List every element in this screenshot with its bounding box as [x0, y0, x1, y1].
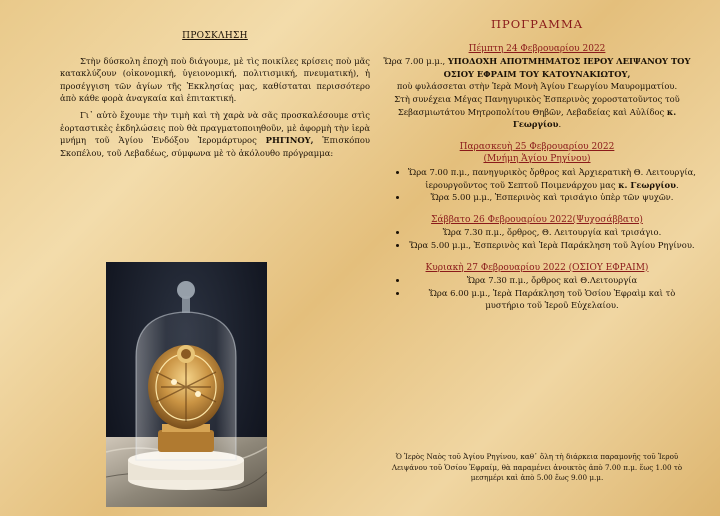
program-title: ΠΡΟΓΡΑΜΜΑ: [490, 17, 584, 31]
list-item: • Ὥρα 5.00 μ.μ., Ἑσπερινὸς καὶ τρισάγιο ὑπὲρ τῶν ψυχῶν.: [408, 191, 696, 204]
saturday-block: [378, 214, 696, 252]
paragraph-2-text: Γι᾽ αὐτὸ ἔχουμε τὴν τιμὴ καὶ τὴ χαρὰ νὰ σᾶς προσκαλέσουμε στὶς ἑορταστικὲς ἐκδηλώσεις ποὺ θὰ πραγματοποιηθοῦν, μὲ ἀφορμὴ τὴν ἱερὰ μνήμη τοῦ Ἁγίου Ἐνδόξου Ἱερομάρτυρος: [60, 109, 370, 146]
friday-date: Παρασκευὴ 25 Φεβρουαρίου 2022: [459, 141, 615, 152]
program-column: [378, 18, 696, 322]
thursday-bishop-name: κ. Γεωργίου: [512, 106, 677, 130]
sunday-list: [378, 274, 696, 312]
thursday-end: .: [558, 119, 562, 130]
saturday-date: Σάββατο 26 Φεβρουαρίου 2022(Ψυχοσάββατο): [431, 214, 643, 225]
opening-hours-note: Ὁ Ἱερὸς Ναὸς τοῦ Ἁγίου Ρηγίνου, καθ᾽ ὅλη τὴ διάρκεια παραμονῆς τοῦ Ἱεροῦ Λειψάνου τοῦ Ὁσίου Ἐφραίμ, θὰ παραμένει ἀνοικτὸς ἀπὸ 7.00 π.μ. ἕως 1.00 τὸ μεσημέρι καὶ ἀπὸ 5.00 ἕως 9.00 μ.μ.: [391, 452, 683, 482]
invitation-paragraph-2: [60, 109, 370, 159]
thursday-block: [378, 43, 696, 131]
sunday-date: Κυριακὴ 27 Φεβρουαρίου 2022 (ΟΣΙΟΥ ΕΦΡΑΙΜ): [425, 262, 649, 273]
relic-bell-jar-image: [106, 262, 267, 507]
invitation-heading: ΠΡΟΣΚΛΗΣΗ: [182, 31, 248, 41]
thursday-time: Ὥρα 7.00 μ.μ.,: [383, 56, 448, 67]
thursday-relic-reception: ΥΠΟΔΟΧΗ ΑΠΟΤΜΗΜΑΤΟΣ ΙΕΡΟΥ ΛΕΙΨΑΝΟΥ ΤΟΥ ΟΣΙΟΥ ΕΦΡΑΙΜ ΤΟΥ ΚΑΤΟΥΝΑΚΙΩΤΟΥ,: [443, 56, 691, 79]
list-item: [408, 166, 696, 191]
friday-bishop-name: κ. Γεωργίου: [618, 179, 676, 190]
list-item: • Ὥρα 6.00 μ.μ., Ἱερὰ Παράκληση τοῦ Ὁσίου Ἐφραὶμ καὶ τὸ μυστήριο τοῦ Ἱεροῦ Εὐχελαίου.: [408, 287, 696, 312]
thursday-vespers: Στὴ συνέχεια Μέγας Πανηγυρικὸς Ἑσπερινὸς χοροστατοῦντος τοῦ Σεβασμιωτάτου Μητροπολίτου Θηβῶν, Λεβαδείας καὶ Αὐλίδος: [394, 93, 680, 117]
invitation-paragraph-1: Στὴν δύσκολη ἐποχὴ ποὺ διάγουμε, μὲ τὶς ποικίλες κρίσεις ποὺ μᾶς κατακλύζουν (οἰκονομική, ὑγειονομική, πολιτισμική, πνευματική), ἡ προσέγγιση τῶν ἁγίων τῆς Ἐκκλησίας μας, καθίσταται περισσότερο ἀπὸ κάθε φορὰ ἀναγκαία καὶ ἐπιτακτική.: [60, 55, 370, 104]
friday-feast: (Μνήμη Ἁγίου Ρηγίνου): [483, 154, 591, 165]
friday-list: [378, 166, 696, 204]
list-item: • Ὥρα 7.30 π.μ., ὄρθρος καὶ Θ.Λειτουργία: [408, 274, 696, 287]
friday-item-1: Ὥρα 7.00 π.μ., πανηγυρικὸς ὄρθρος καὶ Ἀρχιερατικὴ Θ. Λειτουργία, ἱερουργοῦντος τοῦ Σεπτοῦ Ποιμενάρχου μας: [408, 166, 696, 190]
friday-item-1-end: .: [675, 179, 679, 190]
sunday-block: [378, 262, 696, 312]
invitation-column: [60, 30, 370, 163]
saint-name: ΡΗΓΙΝΟΥ,: [265, 135, 314, 146]
list-item: • Ὥρα 7.30 π.μ., ὄρθρος, Θ. Λειτουργία καὶ τρισάγιο.: [408, 226, 696, 239]
thursday-date: Πέμπτη 24 Φεβρουαρίου 2022: [468, 43, 606, 54]
list-item: • Ὥρα 5.00 μ.μ., Ἑσπερινὸς καὶ Ἱερὰ Παράκληση τοῦ Ἁγίου Ρηγίνου.: [408, 239, 696, 252]
thursday-line-3: [378, 93, 696, 131]
thursday-line-1: [378, 55, 696, 80]
saturday-list: [378, 226, 696, 251]
thursday-line-2: ποὺ φυλάσσεται στὴν Ἱερὰ Μονὴ Ἁγίου Γεωργίου Μαυρομματίου.: [396, 81, 678, 92]
relic-photo: [106, 262, 267, 507]
paragraph-2-end: Ἐπισκόπου Σκοπέλου, τοῦ Λεβαδέως, σύμφωνα μὲ τὸ ἀκόλουθο πρόγραμμα:: [60, 135, 370, 158]
friday-block: [378, 141, 696, 204]
